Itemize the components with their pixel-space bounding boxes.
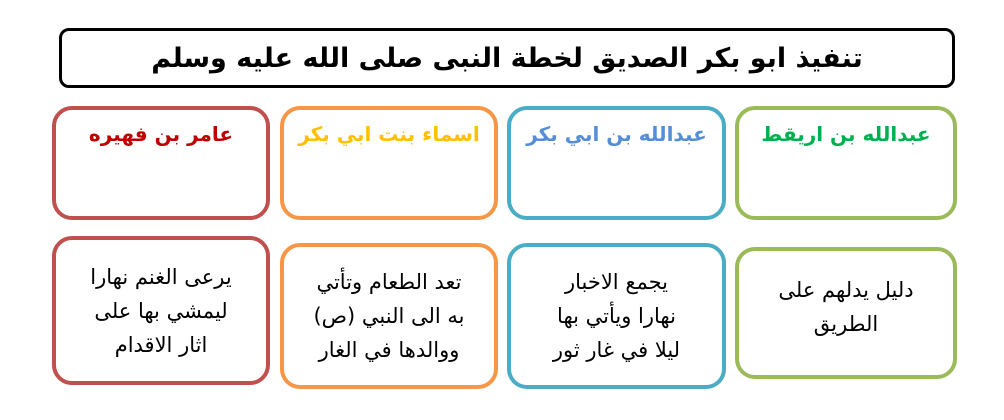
diagram-title: تنفيذ ابو بكر الصديق لخطة النبى صلى الله عليه وسلم (151, 42, 863, 74)
task-line: ليلا في غار ثور (552, 338, 681, 362)
role-box-abdullah-abi-bakr (507, 106, 726, 220)
role-name: عامر بن فهيره (88, 122, 234, 146)
task-box-asma (280, 243, 498, 389)
role-name: اسماء بنت ابي بكر (298, 122, 480, 146)
task-box-abdullah-abi-bakr (507, 243, 726, 389)
task-line: دليل يدلهم على (778, 278, 914, 302)
role-box-abdullah-urayqit (735, 106, 957, 220)
task-line: يرعى الغنم نهارا (90, 265, 232, 289)
task-line: تعد الطعام وتأتي (316, 270, 462, 294)
role-box-amir (52, 106, 270, 220)
task-line: الطريق (813, 312, 879, 336)
role-box-asma (280, 106, 498, 220)
task-line: يجمع الاخبار (564, 270, 669, 294)
task-line: ليمشي بها على (94, 299, 228, 323)
task-line: نهارا ويأتي بها (557, 304, 676, 328)
role-name: عبدالله بن اريقط (761, 122, 931, 146)
task-line: اثار الاقدام (114, 333, 208, 357)
task-line: به الى النبي (ص) (313, 304, 465, 328)
role-name: عبدالله بن ابي بكر (526, 122, 707, 146)
task-box-amir (52, 236, 270, 385)
title-banner (59, 28, 955, 88)
task-box-abdullah-urayqit (735, 247, 957, 379)
task-line: ووالدها في الغار (318, 338, 460, 362)
